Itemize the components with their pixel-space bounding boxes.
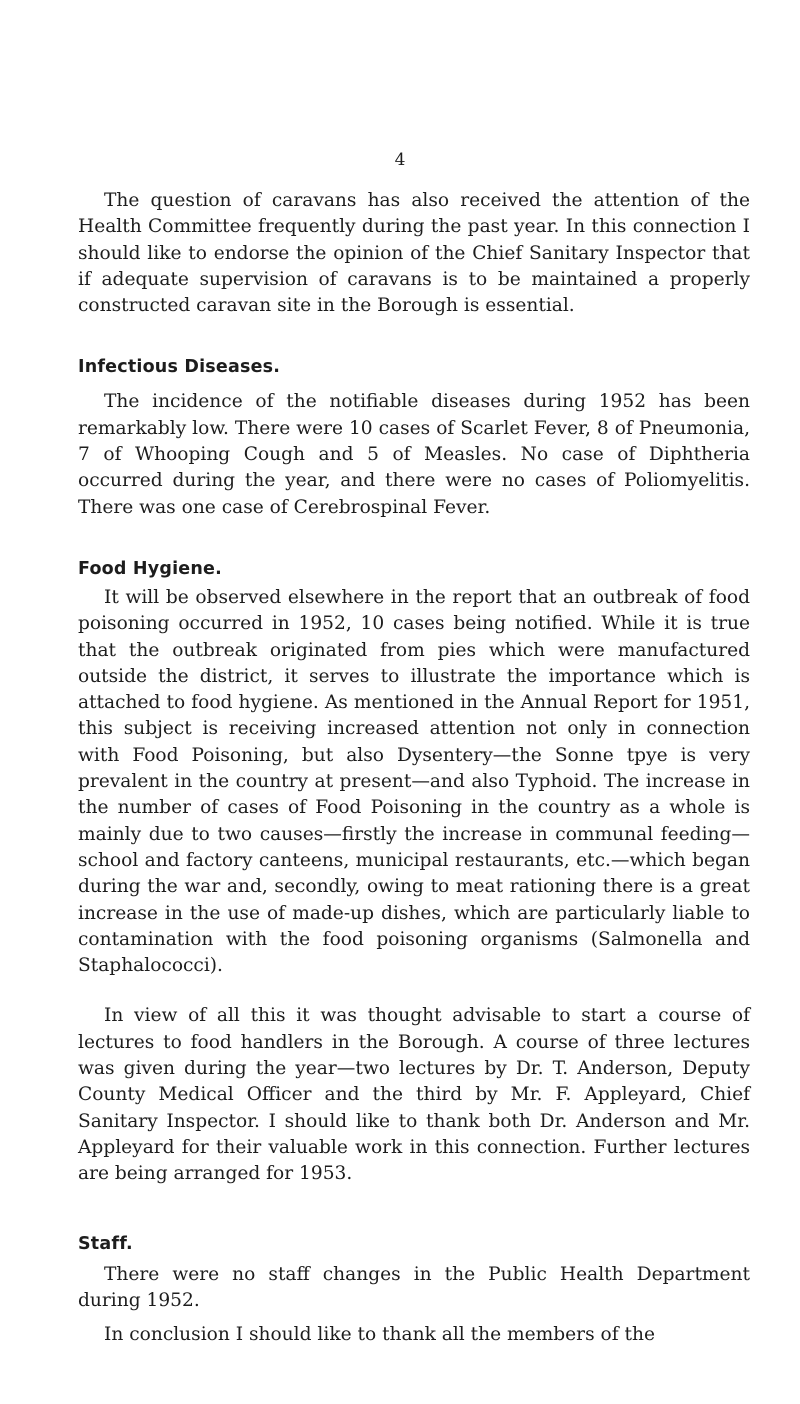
infectious-diseases-paragraph: The incidence of the notifiable diseases during 1952 has been remarkably low. There were 10 cases of Scarlet Fever, 8 of Pneumonia, 7 of Whooping Cough and 5 of Measles. No case of Diphtheria occurred during the year, and there were no cases of Poliomyelitis. There was one case of Cerebrospinal Fever.	[78, 391, 750, 518]
caravans-paragraph: The question of caravans has also received the attention of the Health Committee frequently during the past year. In this connection I should like to endorse the opinion of the Chief Sanitary Inspector that if adequate supervision of caravans is to be maintained a properly constructed caravan site in the Borough is essential.	[78, 190, 750, 317]
infectious-diseases-heading: Infectious Diseases.	[78, 357, 281, 378]
food-hygiene-paragraph-2: In view of all this it was thought advisable to start a course of lectures to food handlers in the Borough. A course of three lectures was given during the year—two lectures by Dr. T. Anderson, Deputy County Medical Officer and the third by Mr. F. Appleyard, Chief Sanitary Inspector. I should like to thank both Dr. Anderson and Mr. Appleyard for their valuable work in this connection. Further lectures are being arranged for 1953.	[78, 1005, 750, 1185]
staff-heading: Staff.	[78, 1233, 133, 1254]
staff-paragraph-2: In conclusion I should like to thank all the members of the	[104, 1324, 655, 1346]
food-hygiene-paragraph-1: It will be observed elsewhere in the report that an outbreak of food poisoning occurred in 1952, 10 cases being notified. While it is true that the outbreak originated from pies which were manufactured outside the district, it serves to illustrate the importance which is attached to food hygiene. As mentioned in the Annual Report for 1951, this subject is receiving increased attention not only in connection with Food Poisoning, but also Dysentery—the Sonne tpye is very prevalent in the country at present—and also Typhoid. The increase in the number of cases of Food Poisoning in the country as a whole is mainly due to two causes—firstly the increase in communal feeding—school and factory canteens, municipal restaurants, etc.—which began during the war and, secondly, owing to meat rationing there is a great increase in the use of made-up dishes, which are particularly liable to contamination with the food poisoning organisms (Salmonella and Staphalococci).	[78, 586, 750, 977]
page-body	[78, 188, 750, 1348]
page-number: 4	[394, 150, 406, 170]
staff-paragraph-1: There were no staff changes in the Public Health Department during 1952.	[78, 1263, 750, 1311]
food-hygiene-heading: Food Hygiene.	[78, 558, 222, 579]
